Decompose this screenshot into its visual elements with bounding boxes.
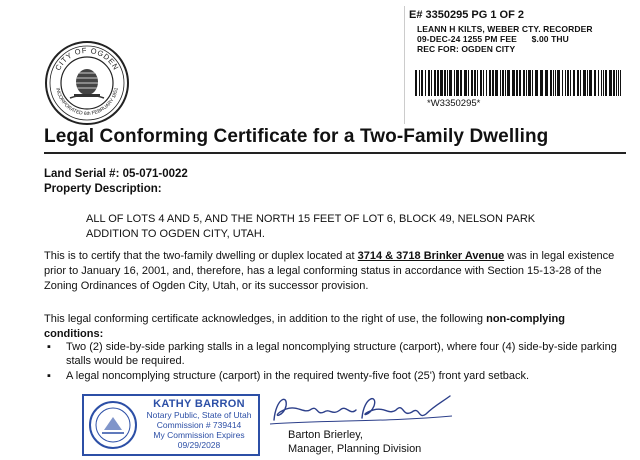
barcode-bar (605, 70, 607, 96)
barcode-bar (434, 70, 436, 96)
barcode-bar (440, 70, 443, 96)
signer-title: Manager, Planning Division (288, 443, 422, 455)
legal-description: ALL OF LOTS 4 AND 5, AND THE NORTH 15 FEET OF LOT 6, BLOCK 49, NELSON PARK ADDITION TO OGDEN CITY, UTAH. (86, 213, 536, 240)
barcode-bar (613, 70, 615, 96)
barcode-bar (456, 70, 459, 96)
barcode-bar (454, 70, 455, 96)
barcode-bar (486, 70, 487, 96)
recorded-for: REC FOR: OGDEN CITY (417, 44, 516, 54)
barcode-bar (565, 70, 566, 96)
recorder-name: LEANN H KILTS, WEBER CTY. RECORDER (417, 24, 593, 34)
seal-bottom-text: INCORPORATED 6th FEBRUARY 1851 (54, 87, 120, 118)
barcode-bar (460, 70, 462, 96)
barcode-bar (523, 70, 525, 96)
barcode-bar (618, 70, 619, 96)
barcode-bar (535, 70, 538, 96)
barcode-bar (492, 70, 494, 96)
barcode-bar (557, 70, 560, 96)
barcode-bar (471, 70, 473, 96)
notary-stamp (82, 394, 260, 456)
condition-text: A legal noncomplying structure (carport) in the required twenty-five foot (25') front yard setback. (66, 370, 530, 382)
entry-number: E# 3350295 PG 1 OF 2 (409, 9, 524, 21)
barcode-bar (562, 70, 563, 96)
barcode-bar (421, 70, 423, 96)
barcode-bar (512, 70, 515, 96)
notary-commission-number: Commission # 739414 (156, 420, 242, 430)
bullet-icon: ▪ (47, 370, 51, 382)
document-title: Legal Conforming Certificate for a Two-Family Dwelling (44, 126, 549, 147)
notary-expiration-date: 09/29/2028 (177, 440, 221, 450)
barcode-bar (555, 70, 556, 96)
list-item (44, 340, 624, 368)
barcode-bar (540, 70, 543, 96)
barcode-bar (519, 70, 521, 96)
barcode-number: *W3350295* (427, 98, 481, 109)
barcode-bar (419, 70, 420, 96)
recorder-stamp (404, 6, 635, 124)
notary-title: Notary Public, State of Utah (146, 410, 252, 420)
barcode-bar (474, 70, 476, 96)
barcode-bar (545, 70, 548, 96)
property-description-label: Property Description: (44, 183, 162, 195)
barcode-bar (502, 70, 504, 96)
barcode-bar (598, 70, 599, 96)
barcode-bar (477, 70, 478, 96)
barcode-bar (447, 70, 448, 96)
property-address: 3714 & 3718 Brinker Avenue (357, 250, 505, 262)
recording-date-fee: 09-DEC-24 1255 PM FEE $.00 THU (417, 34, 569, 44)
barcode-bar (526, 70, 527, 96)
barcode-bar (601, 70, 602, 96)
seal-top-text: CITY OF OGDEN (53, 45, 121, 72)
barcode-bar (603, 70, 604, 96)
barcode-bar (489, 70, 491, 96)
signer-block (288, 428, 421, 456)
barcode-bar (505, 70, 506, 96)
barcode-bar (444, 70, 446, 96)
acknowledgement-paragraph: This legal conforming certificate acknowledges, in addition to the right of use, the following non-complying conditions: (44, 313, 565, 340)
barcode-bar (483, 70, 484, 96)
certification-text-start: This is to certify that the two-family dwelling or duplex located at (44, 250, 358, 262)
barcode (415, 70, 625, 96)
notary-name: KATHY BARRON (153, 398, 245, 410)
land-serial: Land Serial #: 05-071-0022 (44, 168, 188, 180)
barcode-bar (415, 70, 417, 96)
barcode-bar (550, 70, 552, 96)
barcode-bar (428, 70, 430, 96)
bullet-icon: ▪ (47, 341, 51, 353)
beehive-icon (70, 69, 104, 98)
barcode-bar (616, 70, 617, 96)
barcode-bar (437, 70, 439, 96)
title-rule (44, 152, 626, 154)
barcode-bar (587, 70, 588, 96)
barcode-bar (573, 70, 575, 96)
barcode-bar (507, 70, 510, 96)
barcode-bar (431, 70, 432, 96)
condition-text: Two (2) side-by-side parking stalls in a legal noncomplying structure (carport), where four (4) side-by-side parking stalls would be required. (66, 341, 617, 367)
list-item (44, 369, 624, 383)
barcode-bar (583, 70, 586, 96)
notary-expiration-label: My Commission Expires (153, 430, 245, 440)
barcode-bar (449, 70, 452, 96)
acknowledgement-text: This legal conforming certificate acknowledges, in addition to the right of use, the following (44, 313, 487, 325)
conditions-list (44, 340, 624, 384)
barcode-bar (500, 70, 501, 96)
noncomplying-conditions-label: non-complying conditions (44, 313, 565, 340)
barcode-bar (495, 70, 498, 96)
barcode-bar (553, 70, 554, 96)
barcode-bar (594, 70, 596, 96)
barcode-bar (468, 70, 469, 96)
barcode-bar (480, 70, 482, 96)
barcode-bar (528, 70, 531, 96)
barcode-bar (516, 70, 518, 96)
certification-paragraph (44, 249, 624, 294)
city-of-ogden-seal (44, 40, 130, 126)
signer-name: Barton Brierley, (288, 429, 363, 441)
certification-text-end: was in legal existence prior to January 16, 2001, and, therefore, has a legal conforming status in accordance with Section 15-13-28 of the Zoning Ordinances of Ogden City, Utah, or its successor provision. (44, 250, 615, 292)
state-seal-icon (88, 400, 138, 450)
barcode-bar (620, 70, 621, 96)
barcode-bar (464, 70, 467, 96)
barcode-bar (580, 70, 581, 96)
barcode-bar (589, 70, 592, 96)
barcode-bar (532, 70, 533, 96)
barcode-bar (577, 70, 579, 96)
barcode-bar (570, 70, 571, 96)
barcode-bar (425, 70, 426, 96)
barcode-bar (567, 70, 569, 96)
barcode-bar (609, 70, 612, 96)
